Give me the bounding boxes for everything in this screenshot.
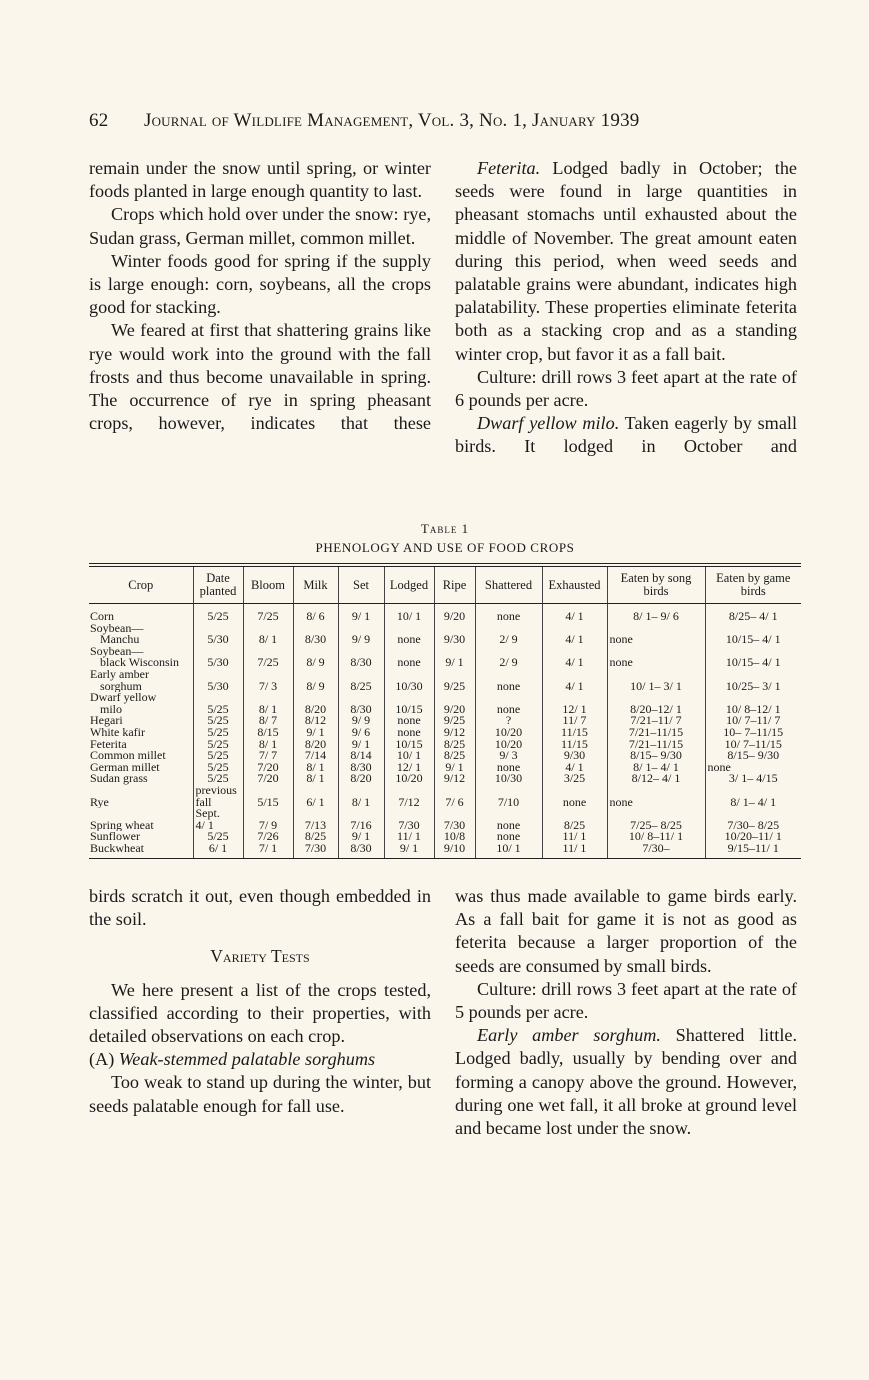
crop-name: black Wisconsin (100, 655, 179, 669)
song-cell: 7/21–11/15 (607, 739, 705, 751)
exhausted-cell: 4/ 1 (542, 646, 607, 669)
ripe-cell: 9/20 (434, 604, 475, 623)
table-row (89, 785, 801, 808)
shattered-cell: none (475, 808, 542, 831)
paragraph: Crops which hold over under the snow: rye, Sudan grass, German millet, common millet. (89, 204, 431, 248)
table-row (89, 762, 801, 774)
shattered-cell: none (475, 669, 542, 692)
table-title: PHENOLOGY AND USE OF FOOD CROPS (315, 540, 575, 555)
set-cell: 9/ 1 (338, 831, 384, 843)
song-cell: none (607, 623, 705, 646)
exhausted-cell: 12/ 1 (542, 692, 607, 715)
exhausted-cell: 11/ 1 (542, 831, 607, 843)
song-cell: 7/25– 8/25 (607, 808, 705, 831)
set-cell: 8/30 (338, 646, 384, 669)
date-planted: 5/30 (207, 632, 229, 646)
crop-name: Rye (90, 794, 109, 809)
shattered-cell: none (475, 692, 542, 715)
column-bottom-right (455, 885, 797, 1140)
song-cell: none (607, 785, 705, 808)
ripe-cell: 7/ 6 (434, 785, 475, 808)
column-header: Eaten by game birds (705, 567, 801, 604)
lodged-cell: 7/12 (384, 785, 434, 808)
song-cell: 8/ 1– 4/ 1 (607, 762, 705, 774)
phenology-table-wrap (89, 563, 801, 859)
milk-cell: 7/30 (293, 843, 338, 859)
paragraph-early-amber (455, 1024, 797, 1140)
game-cell: 10/25– 3/ 1 (705, 669, 801, 692)
set-cell: 8/30 (338, 843, 384, 859)
table-row (89, 808, 801, 831)
bloom-cell: 7/ 9 (243, 808, 293, 831)
exhausted-cell: 4/ 1 (542, 669, 607, 692)
phenology-table (89, 567, 801, 859)
paragraph-dwarf-milo (455, 412, 797, 458)
milk-cell: 8/ 9 (293, 669, 338, 692)
journal-title: Journal of Wildlife Management, Vol. 3, No. 1, January 1939 (144, 110, 640, 131)
exhausted-cell: 4/ 1 (542, 623, 607, 646)
paragraph: Culture: drill rows 3 feet apart at the rate of 6 pounds per acre. (455, 366, 797, 411)
date-planted-cell (193, 762, 243, 774)
table-row (89, 623, 801, 646)
paragraph: Winter foods good for spring if the supply is large enough: corn, soybeans, all the crops good for stacking. (89, 250, 431, 318)
column-header: Crop (89, 567, 193, 604)
bloom-cell: 7/20 (243, 773, 293, 785)
lodged-cell: 12/ 1 (384, 762, 434, 774)
subsection-label: (A) (89, 1049, 115, 1070)
table-label: Table 1 (420, 521, 470, 536)
column-header: Shattered (475, 567, 542, 604)
song-cell: 7/21–11/15 (607, 727, 705, 739)
date-planted: 5/25 (207, 609, 229, 623)
date-planted: 6/ 1 (208, 842, 228, 855)
exhausted-cell: 11/ 1 (542, 843, 607, 859)
crop-cell (89, 808, 193, 831)
crop-name: Dwarf yellow (90, 692, 157, 705)
crop-name: Soybean— (90, 645, 144, 658)
date-planted: 4/ 1 (195, 817, 214, 832)
set-cell: 8/14 (338, 750, 384, 762)
date-planted: 5/25 (207, 726, 229, 739)
paragraph: We feared at first that shattering grains like rye would work into the ground with the fall frosts and thus become unavailable in spring. The occurrence of rye in spring pheasant crops, however, indicates that these (89, 320, 431, 434)
exhausted-cell: 4/ 1 (542, 604, 607, 623)
song-cell: 8/ 1– 9/ 6 (607, 604, 705, 623)
shattered-cell: none (475, 762, 542, 774)
crop-name: Sudan grass (90, 773, 148, 785)
paragraph: remain under the snow until spring, or winter foods planted in large enough quantity to last. (89, 158, 431, 202)
crop-name: White kafir (90, 726, 145, 739)
column-header: Ripe (434, 567, 475, 604)
bloom-cell: 7/20 (243, 762, 293, 774)
date-planted: previous (195, 784, 237, 797)
shattered-cell: 9/ 3 (475, 750, 542, 762)
crop-name: Feterita. (477, 158, 541, 178)
crop-name: Buckwheat (90, 842, 144, 855)
milk-cell: 8/20 (293, 739, 338, 751)
ripe-cell: 9/30 (434, 623, 475, 646)
date-planted-cell (193, 604, 243, 623)
lodged-cell: 10/15 (384, 739, 434, 751)
date-planted: fall (195, 794, 212, 809)
crop-cell (89, 785, 193, 808)
crop-cell (89, 727, 193, 739)
table-row (89, 773, 801, 785)
date-planted-cell (193, 623, 243, 646)
game-cell: 7/30– 8/25 (705, 808, 801, 831)
bloom-cell: 5/15 (243, 785, 293, 808)
lodged-cell: 10/15 (384, 692, 434, 715)
table-row (89, 831, 801, 843)
lodged-cell: 10/ 1 (384, 604, 434, 623)
game-cell: 10/15– 4/ 1 (705, 623, 801, 646)
date-planted: 5/30 (207, 678, 229, 693)
paragraph: Too weak to stand up during the winter, but seeds palatable enough for fall use. (89, 1072, 431, 1116)
date-planted: 5/25 (207, 701, 229, 716)
table-header-row (89, 567, 801, 604)
crop-cell (89, 750, 193, 762)
ripe-cell: 9/25 (434, 669, 475, 692)
crop-cell (89, 646, 193, 669)
set-cell: 7/16 (338, 808, 384, 831)
crop-cell (89, 739, 193, 751)
table-row (89, 692, 801, 715)
column-top-right (455, 157, 797, 459)
game-cell: none (705, 762, 801, 774)
table-row (89, 739, 801, 751)
milk-cell: 8/ 1 (293, 762, 338, 774)
set-cell: 9/ 9 (338, 715, 384, 727)
set-cell: 9/ 1 (338, 739, 384, 751)
crop-name: Sunflower (90, 831, 140, 843)
date-planted-cell (193, 646, 243, 669)
milk-cell: 6/ 1 (293, 785, 338, 808)
game-cell: 10/20–11/ 1 (705, 831, 801, 843)
milk-cell: 8/ 1 (293, 773, 338, 785)
date-planted-cell (193, 808, 243, 831)
ripe-cell: 9/ 1 (434, 762, 475, 774)
table-body (89, 604, 801, 859)
bloom-cell: 7/25 (243, 604, 293, 623)
lodged-cell: none (384, 646, 434, 669)
shattered-cell: 7/10 (475, 785, 542, 808)
crop-cell (89, 692, 193, 715)
page-number: 62 (89, 110, 109, 131)
milk-cell: 8/ 9 (293, 646, 338, 669)
column-top-left (89, 157, 431, 435)
shattered-cell: 10/20 (475, 727, 542, 739)
shattered-cell: 2/ 9 (475, 646, 542, 669)
song-cell: 8/20–12/ 1 (607, 692, 705, 715)
bloom-cell: 8/ 7 (243, 715, 293, 727)
column-header: Eaten by song birds (607, 567, 705, 604)
table-row (89, 604, 801, 623)
shattered-cell: ? (475, 715, 542, 727)
date-planted-cell (193, 773, 243, 785)
milk-cell: 9/ 1 (293, 727, 338, 739)
date-planted-cell (193, 727, 243, 739)
game-cell: 10/ 8–12/ 1 (705, 692, 801, 715)
game-cell: 10/15– 4/ 1 (705, 646, 801, 669)
column-header: Set (338, 567, 384, 604)
crop-cell (89, 669, 193, 692)
shattered-cell: 2/ 9 (475, 623, 542, 646)
running-head (89, 110, 801, 136)
date-planted-cell (193, 669, 243, 692)
paragraph: birds scratch it out, even though embedded in the soil. (89, 886, 431, 930)
date-planted: Sept. (195, 808, 220, 821)
set-cell: 8/ 1 (338, 785, 384, 808)
date-planted-cell (193, 750, 243, 762)
shattered-cell: 10/30 (475, 773, 542, 785)
milk-cell: 8/20 (293, 692, 338, 715)
column-header: Date planted (193, 567, 243, 604)
lodged-cell: 7/30 (384, 808, 434, 831)
paragraph-text: Taken eagerly by small birds. It lodged in October and (455, 413, 797, 457)
bloom-cell: 7/26 (243, 831, 293, 843)
crop-cell (89, 715, 193, 727)
song-cell: 10/ 8–11/ 1 (607, 831, 705, 843)
ripe-cell: 9/ 1 (434, 646, 475, 669)
table-row (89, 646, 801, 669)
milk-cell: 8/ 6 (293, 604, 338, 623)
song-cell: 7/21–11/ 7 (607, 715, 705, 727)
exhausted-cell: 4/ 1 (542, 762, 607, 774)
bloom-cell: 8/ 1 (243, 623, 293, 646)
exhausted-cell: 11/15 (542, 739, 607, 751)
crop-name: sorghum (100, 678, 142, 693)
column-bottom-left (89, 885, 431, 1118)
crop-name: Early amber sorghum. (477, 1025, 661, 1046)
crop-name: Hegari (90, 715, 123, 727)
milk-cell: 7/13 (293, 808, 338, 831)
crop-cell (89, 831, 193, 843)
milk-cell: 7/14 (293, 750, 338, 762)
exhausted-cell: 11/15 (542, 727, 607, 739)
bloom-cell: 7/ 1 (243, 843, 293, 859)
ripe-cell: 10/8 (434, 831, 475, 843)
date-planted: 5/25 (207, 761, 229, 774)
table-row (89, 843, 801, 859)
crop-cell (89, 623, 193, 646)
crop-name: Dwarf yellow milo. (477, 413, 620, 434)
milk-cell: 8/12 (293, 715, 338, 727)
paragraph: was thus made available to game birds early. As a fall bait for game it is not as good as feterita because a larger proportion of the seeds are consumed by small birds. (455, 886, 797, 976)
bloom-cell: 7/ 7 (243, 750, 293, 762)
column-header: Lodged (384, 567, 434, 604)
bloom-cell: 8/ 1 (243, 739, 293, 751)
game-cell: 10/ 7–11/ 7 (705, 715, 801, 727)
date-planted: 5/25 (207, 831, 229, 843)
lodged-cell: 10/30 (384, 669, 434, 692)
set-cell: 9/ 6 (338, 727, 384, 739)
shattered-cell: 10/ 1 (475, 843, 542, 859)
milk-cell: 8/30 (293, 623, 338, 646)
date-planted-cell (193, 843, 243, 859)
date-planted: 5/25 (207, 773, 229, 785)
table-row (89, 750, 801, 762)
date-planted: 5/25 (207, 750, 229, 762)
ripe-cell: 7/30 (434, 808, 475, 831)
game-cell: 8/25– 4/ 1 (705, 604, 801, 623)
crop-cell (89, 762, 193, 774)
exhausted-cell: 11/ 7 (542, 715, 607, 727)
lodged-cell: 10/ 1 (384, 750, 434, 762)
date-planted-cell (193, 692, 243, 715)
bloom-cell: 8/15 (243, 727, 293, 739)
paragraph-text: Lodged badly in October; the seeds were found in large quantities in pheasant stomachs until exhausted about the middle of November. The great amount eaten during this period, when weed seeds and palatable grains were abundant, indicates high palatability. These properties eliminate feterita both as a stacking crop and as a standing winter crop, but favor it as a fall bait. (455, 158, 798, 364)
shattered-cell: none (475, 831, 542, 843)
song-cell: 8/15– 9/30 (607, 750, 705, 762)
lodged-cell: none (384, 727, 434, 739)
ripe-cell: 9/12 (434, 727, 475, 739)
paragraph: We here present a list of the crops tested, classified according to their properties, with detailed observations on each crop. (89, 979, 431, 1047)
subsection-title: Weak-stemmed palatable sorghums (118, 1049, 376, 1070)
crop-cell (89, 773, 193, 785)
exhausted-cell: none (542, 785, 607, 808)
set-cell: 8/20 (338, 773, 384, 785)
song-cell: 10/ 1– 3/ 1 (607, 669, 705, 692)
table-row (89, 715, 801, 727)
crop-name: Common millet (90, 750, 166, 762)
column-header: Exhausted (542, 567, 607, 604)
bloom-cell: 8/ 1 (243, 692, 293, 715)
shattered-cell: 10/20 (475, 739, 542, 751)
crop-name: Soybean— (90, 622, 144, 635)
crop-name: Early amber (90, 668, 149, 681)
milk-cell: 8/25 (293, 831, 338, 843)
game-cell: 9/15–11/ 1 (705, 843, 801, 859)
crop-name: Spring wheat (90, 817, 154, 832)
exhausted-cell: 3/25 (542, 773, 607, 785)
exhausted-cell: 9/30 (542, 750, 607, 762)
lodged-cell: 9/ 1 (384, 843, 434, 859)
set-cell: 8/30 (338, 692, 384, 715)
game-cell: 3/ 1– 4/15 (705, 773, 801, 785)
date-planted-cell (193, 831, 243, 843)
shattered-cell: none (475, 604, 542, 623)
date-planted: 5/30 (207, 655, 229, 669)
exhausted-cell: 8/25 (542, 808, 607, 831)
ripe-cell: 9/12 (434, 773, 475, 785)
table-row (89, 669, 801, 692)
date-planted-cell (193, 739, 243, 751)
song-cell: 8/12– 4/ 1 (607, 773, 705, 785)
paragraph-feterita (455, 157, 797, 366)
game-cell: 8/15– 9/30 (705, 750, 801, 762)
bloom-cell: 7/25 (243, 646, 293, 669)
crop-cell (89, 843, 193, 859)
lodged-cell: none (384, 715, 434, 727)
ripe-cell: 9/25 (434, 715, 475, 727)
game-cell: 10/ 7–11/15 (705, 739, 801, 751)
game-cell: 8/ 1– 4/ 1 (705, 785, 801, 808)
ripe-cell: 8/25 (434, 739, 475, 751)
set-cell: 8/30 (338, 762, 384, 774)
song-cell: none (607, 646, 705, 669)
column-header: Milk (293, 567, 338, 604)
column-header: Bloom (243, 567, 293, 604)
ripe-cell: 8/25 (434, 750, 475, 762)
table-row (89, 727, 801, 739)
ripe-cell: 9/10 (434, 843, 475, 859)
paragraph: Culture: drill rows 3 feet apart at the rate of 5 pounds per acre. (455, 978, 797, 1023)
date-planted: 5/25 (207, 738, 229, 751)
date-planted-cell (193, 715, 243, 727)
crop-name: Manchu (100, 632, 140, 646)
subsection-heading (89, 1048, 431, 1071)
crop-name: German millet (90, 761, 160, 774)
date-planted: 5/25 (207, 715, 229, 727)
set-cell: 9/ 9 (338, 623, 384, 646)
lodged-cell: none (384, 623, 434, 646)
bloom-cell: 7/ 3 (243, 669, 293, 692)
game-cell: 10– 7–11/15 (705, 727, 801, 739)
lodged-cell: 10/20 (384, 773, 434, 785)
section-heading: Variety Tests (210, 946, 310, 967)
crop-name: Feterita (90, 738, 127, 751)
song-cell: 7/30– (607, 843, 705, 859)
crop-cell (89, 604, 193, 623)
lodged-cell: 11/ 1 (384, 831, 434, 843)
set-cell: 8/25 (338, 669, 384, 692)
crop-name: Corn (90, 609, 114, 623)
paragraph-text: Shattered little. Lodged badly, usually by bending over and forming a canopy above the ground. However, during one wet fall, it all broke at ground level and became lost under the snow. (455, 1025, 797, 1139)
set-cell: 9/ 1 (338, 604, 384, 623)
date-planted-cell (193, 785, 243, 808)
ripe-cell: 9/20 (434, 692, 475, 715)
crop-name: milo (100, 701, 123, 716)
